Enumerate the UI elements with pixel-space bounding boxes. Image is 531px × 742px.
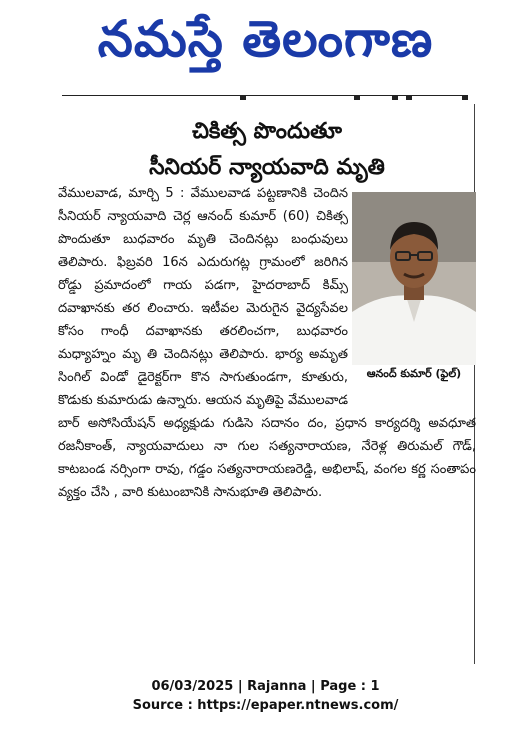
portrait-photo — [352, 192, 476, 365]
footer — [0, 677, 531, 715]
footer-date-edition: 06/03/2025 | Rajanna | Page : 1 — [151, 679, 380, 694]
article-photo — [352, 192, 476, 382]
article-body-text: వేములవాడ, మార్చి 5 : వేములవాడ పట్టణానికి చెందిన సీనియర్ న్యాయవాది చెర్ల ఆనంద్ కుమార్ (60) చికిత్స పొందుతూ బుధవారం మృతి చెందినట్లు బంధువులు తెలిపారు. ఫిబ్రవరి 16న ఎదురుగట్ల గ్రామంలో జరిగిన రోడ్డు ప్రమాదంలో గాయ పడగా, హైదరాబాద్ కిమ్స్ దవాఖానకు తర లించారు. ఇటీవల మెరుగైన వైద్యసేవల కోసం గాంధీ దవాఖానకు తరలించగా, బుధవారం మధ్యాహ్నం మృ తి చెందినట్లు తెలిపారు. భార్య అమృత సింగిల్ విండో డైరెక్టర్‌గా కొన సాగుతుండగా, కూతురు, కొడుకు కుమారుడు ఉన్నారు. ఆయన మృతిపై వేములవాడ బార్ అసోసియేషన్ అధ్యక్షుడు గుడిసె సదానం దం, ప్రధాన కార్యదర్శి అవధూత రజనీకాంత్, న్యాయవాదులు నా గుల సత్యనారాయణ, నేరెళ్ల తిరుమల్ గౌడ్, కాటబండ నర్సింగా రావు, గడ్డం సత్యనారాయణరెడ్డి, అభిలాష్, వంగల కర్ణ సంతాపం వ్యక్తం చేసి , వారి కుటుంబానికి సానుభూతి తెలిపారు. — [58, 186, 476, 500]
masthead — [0, 0, 531, 78]
article-headline — [58, 114, 476, 186]
newspaper-title: నమస్తే తెలంగాణ — [97, 10, 434, 68]
top-divider — [62, 95, 468, 102]
headline-line-2: సీనియర్ న్యాయవాది మృతి — [149, 155, 385, 180]
footer-source: Source : https://epaper.ntnews.com/ — [132, 698, 399, 713]
next-article-fragment — [30, 628, 448, 650]
portrait-illustration — [352, 192, 476, 365]
photo-caption: ఆనంద్ కుమార్ (ఫైల్) — [366, 367, 462, 380]
article-clipping — [58, 108, 476, 648]
headline-line-1: చికిత్స పొందుతూ — [192, 119, 342, 144]
